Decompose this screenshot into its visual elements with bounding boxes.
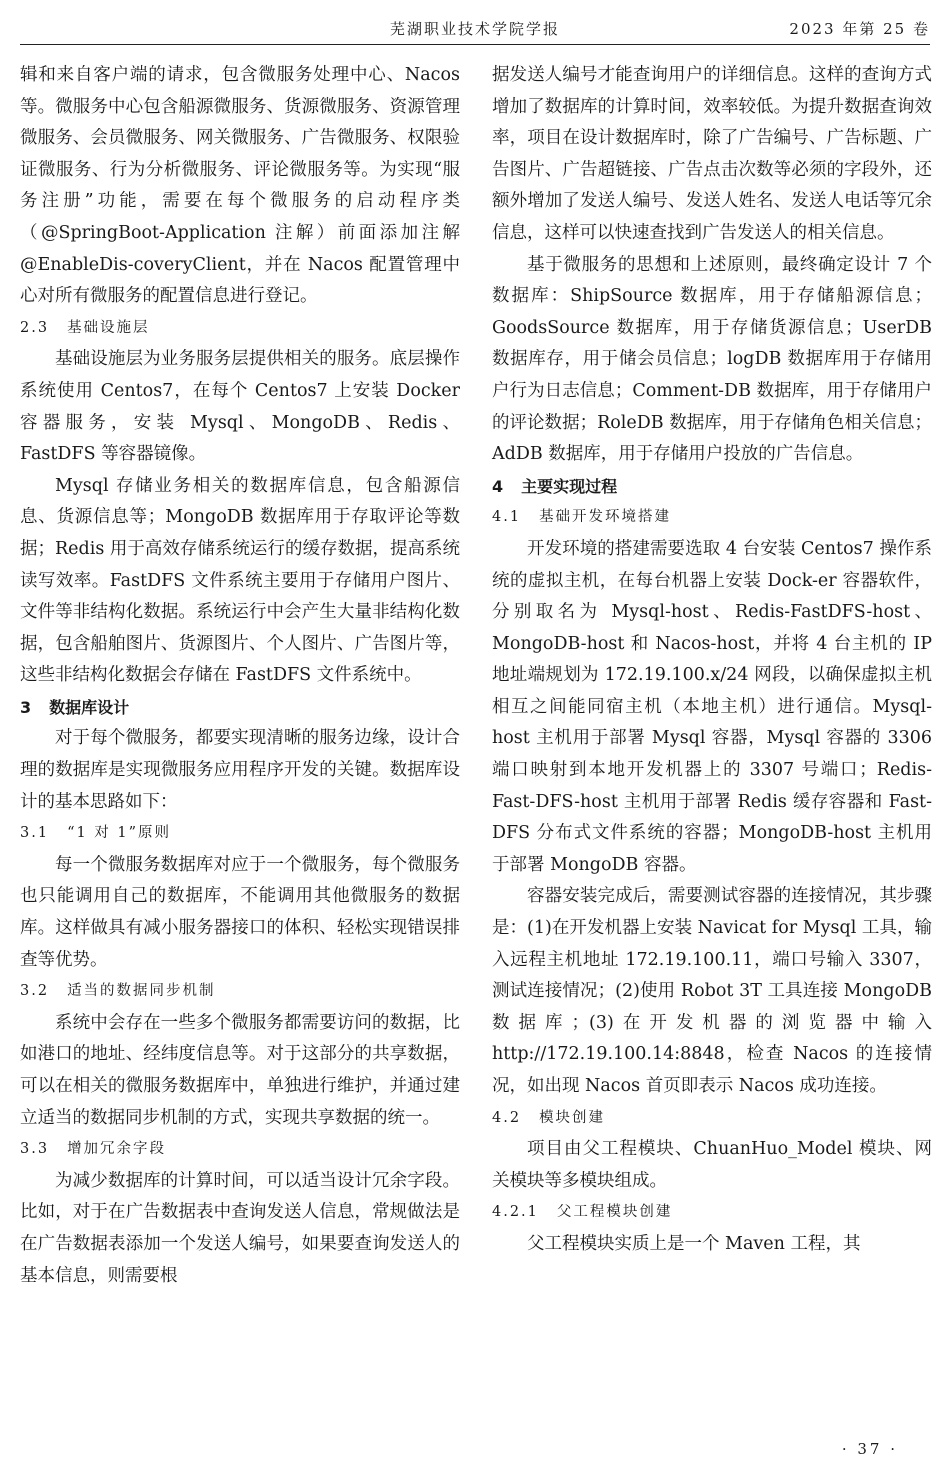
section-heading-3-1: [20, 818, 460, 850]
section-heading-4: [492, 471, 932, 503]
paragraph: 容器安装完成后，需要测试容器的连接情况，其步骤是：(1)在开发机器上安装 Navicat for Mysql 工具，输入远程主机地址 172.19.100.11，端口号输入 3307，测试连接情况；(2)使用 Robot 3T 工具连接 MongoDB 数据库；(3)在开发机器的浏览器中输入 http://172.19.100.14:8848，检查 Nacos 的连接情况，如出现 Nacos 首页即表示 Nacos 成功连接。: [492, 886, 932, 1096]
paragraph: 基于微服务的思想和上述原则，最终确定设计 7 个数据库：ShipSource 数据库，用于存储船源信息；GoodsSource 数据库，用于存储货源信息；UserDB 数据库存，用于储会员信息；logDB 数据库用于存储用户行为日志信息；Comment-DB 数据库，用于存储用户的评论数据；RoleDB 数据库，用于存储角色相关信息；AdDB 数据库，用于存储用户投放的广告信息。: [492, 254, 932, 465]
section-title: 基础开发环境搭建: [539, 509, 672, 526]
section-number: 3.2: [20, 983, 50, 1000]
section-number: 3.3: [20, 1141, 50, 1158]
section-title: “1 对 1”原则: [67, 825, 172, 842]
section-heading-3: [20, 692, 460, 724]
paragraph: Mysql 存储业务相关的数据库信息，包含船源信息、货源信息等；MongoDB 数据库用于存取评论等数据；Redis 用于高效存储系统运行的缓存数据，提高系统读写效率。FastDFS 文件系统主要用于存储用户图片、文件等非结构化数据。系统运行中会产生大量非结构化数据，包含船舶图片、货源图片、个人图片、广告图片等，这些非结构化数据会存储在 FastDFS 文件系统中。: [20, 475, 460, 686]
section-heading-3-2: [20, 976, 460, 1008]
section-number: 3: [20, 697, 32, 717]
paragraph: 项目由父工程模块、ChuanHuo_Model 模块、网关模块等多模块组成。: [492, 1139, 932, 1191]
section-number: 4.2.1: [492, 1204, 539, 1221]
paragraph: 基础设施层为业务服务层提供相关的服务。底层操作系统使用 Centos7，在每个 Centos7 上安装 Docker 容器服务，安装 Mysql、MongoDB、Redis、FastDFS 等容器镜像。: [20, 349, 460, 465]
paragraph: 每一个微服务数据库对应于一个微服务，每个微服务也只能调用自己的数据库，不能调用其他微服务的数据库。这样做具有减小服务器接口的体积、轻松实现错误排查等优势。: [20, 854, 460, 970]
section-title: 数据库设计: [49, 697, 130, 717]
section-title: 主要实现过程: [521, 476, 618, 496]
paragraph: 辑和来自客户端的请求，包含微服务处理中心、Nacos 等。微服务中心包含船源微服务、货源微服务、资源管理微服务、会员微服务、网关微服务、广告微服务、权限验证微服务、行为分析微服务、评论微服务等。为实现“服务注册”功能，需要在每个微服务的启动程序类（@SpringBoot-Application 注解）前面添加注解@EnableDis-coveryClient，并在 Nacos 配置管理中心对所有微服务的配置信息进行登记。: [20, 65, 460, 307]
section-heading-4-2: [492, 1103, 932, 1135]
journal-name: 芜湖职业技术学院学报: [389, 20, 560, 38]
paragraph: 父工程模块实质上是一个 Maven 工程，其: [527, 1233, 861, 1254]
section-title: 父工程模块创建: [556, 1204, 673, 1221]
left-column: [20, 60, 460, 1292]
paragraph: 开发环境的搭建需要选取 4 台安装 Centos7 操作系统的虚拟主机，在每台机器上安装 Dock-er 容器软件，分别取名为 Mysql-host、Redis-FastDFS-host、MongoDB-host 和 Nacos-host，并将 4 台主机的 IP 地址端规划为 172.19.100.x/24 网段，以确保虚拟主机相互之间能同宿主机（本地主机）进行通信。Mysql-host 主机用于部署 Mysql 容器，Mysql 容器的 3306 端口映射到本地开发机器上的 3307 号端口；Redis-Fast-DFS-host 主机用于部署 Redis 缓存容器和 Fast-DFS 分布式文件系统的容器；MongoDB-host 主机用于部署 MongoDB 容器。: [492, 538, 932, 875]
journal-volume: 2023 年第 25 卷: [789, 20, 930, 38]
paragraph: 为减少数据库的计算时间，可以适当设计冗余字段。比如，对于在广告数据表中查询发送人信息，常规做法是在广告数据表添加一个发送人编号，如果要查询发送人的基本信息，则需要根: [20, 1170, 460, 1286]
section-number: 4.2: [492, 1109, 522, 1126]
section-number: 2.3: [20, 319, 50, 336]
paragraph: 对于每个微服务，都要实现清晰的服务边缘，设计合理的数据库是实现微服务应用程序开发的关键。数据库设计的基本思路如下：: [20, 728, 460, 812]
section-title: 适当的数据同步机制: [67, 983, 216, 1000]
section-title: 模块创建: [539, 1109, 606, 1126]
section-heading-2-3: [20, 313, 460, 345]
paragraph: 据发送人编号才能查询用户的详细信息。这样的查询方式增加了数据库的计算时间，效率较低。为提升数据查询效率，项目在设计数据库时，除了广告编号、广告标题、广告图片、广告超链接、广告点击次数等必须的字段外，还额外增加了发送人编号、发送人姓名、发送人电话等冗余信息，这样可以快速查找到广告发送人的相关信息。: [492, 65, 932, 243]
section-number: 4.1: [492, 509, 522, 526]
page-number: · 37 ·: [841, 1440, 898, 1458]
section-title: 基础设施层: [67, 319, 150, 336]
section-heading-3-3: [20, 1134, 460, 1166]
paragraph: 系统中会存在一些多个微服务都需要访问的数据，比如港口的地址、经纬度信息等。对于这部分的共享数据，可以在相关的微服务数据库中，单独进行维护，并通过建立适当的数据同步机制的方式，实现共享数据的统一。: [20, 1012, 460, 1128]
section-heading-4-2-1: [492, 1197, 932, 1229]
section-number: 4: [492, 476, 504, 496]
right-column: [492, 60, 932, 1261]
running-header: [20, 14, 930, 45]
section-number: 3.1: [20, 825, 50, 842]
section-title: 增加冗余字段: [67, 1141, 167, 1158]
section-heading-4-1: [492, 502, 932, 534]
